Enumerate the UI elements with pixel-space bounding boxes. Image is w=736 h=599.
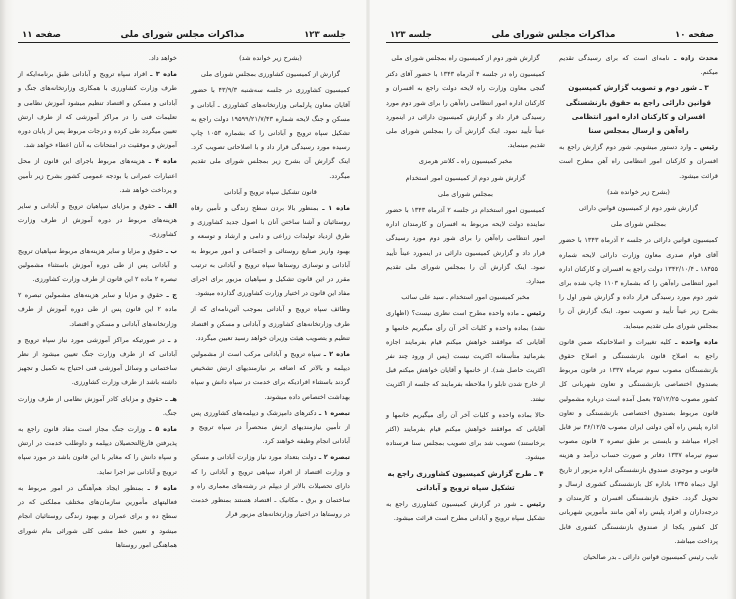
page-header: [18, 30, 350, 43]
centered-caption: [559, 201, 718, 215]
paragraph-text: بمنظور ایجاد هم‌آهنگی در امور مربوط به فعالیتهای مأمورین سازمان‌های مختلف مملکتی که در سطح ده و برای عمران و بهبود زندگی روستائیان انجام میشود و تعیین خط مشی کلی شورائی بنام شورای هماهنگی امور روستاها: [18, 483, 177, 549]
page-10: [368, 0, 736, 599]
page-edge-shadow: [0, 0, 6, 599]
paragraph-text: دکترهای دامپزشک و دیپلمه‌های کشاورزی پس از تأمین نیازمندیهای ارتش منحصراً در سپاه ترویج و آبادانی انجام وظیفه خواهند کرد.: [191, 408, 350, 446]
paragraph-text: نامه‌ای است که برای رسیدگی تقدیم میکنم.: [559, 54, 718, 77]
paragraph-text: وظائف سپاه ترویج و آبادانی بموجب آئین‌نامه‌ای که از طرف وزارتخانه‌های کشاورزی و آبادانی و مسکن و اقتصاد تنظیم و بتصویب هیئت وزیران خواهد رسید تعیین میگردد.: [191, 305, 350, 342]
clause-label: ماده ۱ ـ: [322, 204, 350, 213]
clause-label: رئیس ـ: [694, 143, 718, 152]
paragraph-text: وزارت جنگ مجاز است مفاد قانون راجع به پذیرفتن فارغ‌التحصیلان دیپلمه و داوطلب خدمت در ارتش و سپاه دانش را که مغایر با این قانون باشد در مورد سپاه ترویج و آبادانی نیز اجرا نماید.: [18, 425, 177, 476]
paragraph: [386, 306, 545, 405]
paragraph-text: مخبر کمیسیون امور استخدام ـ سید علی سائب: [401, 293, 530, 302]
paragraph: [191, 201, 350, 300]
paragraph: [18, 244, 177, 287]
paragraph-text: وارد دستور میشویم. شور دوم گزارش راجع به افسران و کارکنان امور انتظامی راه آهن مطرح است قرائت میشود.: [559, 143, 718, 180]
paragraph: [18, 288, 177, 331]
clause-label: ماده ۳ ـ: [150, 70, 177, 79]
paragraph-text: ۳ ـ شور دوم و تصویب گزارش کمیسیون قوانین دارائی راجع به حقوق بازنشستگی افسران و کارکنان اداره امور انتظامی راه‌آهن و ارسال بمجلس سنا: [565, 83, 712, 136]
column-right: [559, 51, 718, 591]
paragraph-text: کمیسیون کشاورزی در جلسه سه‌شنبه ۴۳/۹/۳ با حضور آقایان معاون پارلمانی وزارتخانه‌های کشاورزی ـ آبادانی و مسکن و جنگ لایحه شماره ۱۹۵۹۹/۲۱/۷/۴۳ دولت راجع به تشکیل سپاه ترویج و آبادانی را که بشماره ۱۰۵۳ چاپ رسیده مورد رسیدگی قرار داد و با اصلاحاتی تصویب کرد. اینک گزارش آن بشرح زیر بمجلس شورای ملی تقدیم میگردد.: [191, 86, 351, 180]
paragraph-text: ۴ ـ طرح گزارش کمیسیون کشاورزی راجع به تشکیل سپاه ترویج و آبادانی: [387, 468, 544, 492]
paragraph-text: سپاه ترویج و آبادانی مرکب است از مشمولین دیپلمه و بالاتر که اضافه بر نیازمندیهای ارتش تشخیص گردند باستثناء افرادیکه برای خدمت در سپاه دانش و سپاه بهداشت اختصاص داده میشوند.: [191, 350, 350, 401]
paragraph: [559, 233, 718, 332]
clause-label: تبصره ۲ ـ: [318, 453, 350, 462]
paragraph-text: دولت بتعداد مورد نیاز وزارت آبادانی و مسکن و وزارت اقتصاد از افراد سپاهی ترویج و آبادانی را که دارای تحصیلات بالاتر از دیپلم در رشته‌های معماری راه و ساختمان و برق ـ مکانیک ـ اقتصاد هستند بمنظور خدمت در روستاها در اختیار وزارتخانه‌های مزبور قرار: [191, 453, 350, 519]
paragraph-text: کمیسیون قوانین دارائی در جلسه ۲ آذرماه ۱۳۴۳ با حضور آقای قوام صدری معاون وزارت دارائی لایحه شماره ۱۸۴۵۵ ـ ۱۳۴۲/۱۰/۴ دولت راجع به افسران و کارکنان اداره امور انتظامی راه‌آهن را که بشماره ۱۱۰۳ چاپ شده برای شور دوم مورد رسیدگی قرار داده و گزارش شور اول را بشرح زیر عیناً تأیید و تصویب نمود. اینک گزارش آن را بمجلس شورای ملی تقدیم مینماید.: [559, 236, 719, 330]
paragraph-text: (بشرح زیر خوانده شد): [607, 187, 670, 196]
paragraph-text: افراد سپاه ترویج و آبادانی طبق برنامه‌ایکه از طرف وزارت کشاورزی با همکاری وزارتخانه‌های جنگ و آبادانی و مسکن و اقتصاد تنظیم میشود آموزش نظامی و تعلیمات فنی را در مراکز آموزشی که از طرف ارتش تعیین میگردد طی کرده و درجات مربوط پس از پایان دوره آموزش و موفقیت در امتحانات به آنان اعطاء خواهد شد.: [18, 70, 177, 150]
paragraph-text: شور در گزارش کمیسیون کشاورزی راجع به تشکیل سپاه ترویج و آبادانی مطرح است قرائت میشود.: [386, 500, 545, 523]
session-number: جلسه ۱۲۳: [304, 30, 346, 40]
paragraph: [191, 347, 350, 404]
clause-label: محدث زاده ـ: [673, 54, 718, 62]
paragraph-text: نایب رئیس کمیسیون قوانین دارائی ـ بدر صالحیان: [583, 552, 718, 561]
column-right: [191, 51, 350, 591]
page-number: صفحه ۱۰: [675, 30, 714, 40]
text-columns: [18, 51, 350, 591]
session-number: جلسه ۱۲۳: [390, 30, 432, 40]
clause-label: ماده ۵ ـ: [149, 425, 177, 434]
book-gutter: [366, 0, 370, 599]
section-heading: [386, 467, 545, 495]
clause-label: ب ـ: [165, 246, 177, 255]
paragraph: [386, 497, 545, 525]
centered-caption: [386, 154, 545, 168]
paragraph: [18, 154, 177, 197]
paragraph-text: حالا بماده واحده و کلیات آخر آن رأی میگیریم خانمها و آقایانی که موافقند خواهش میکنم قیام بفرمایند (اکثر برخاستند) تصویب شد برای تصویب بمجلس سنا فرستاده میشود.: [386, 410, 545, 462]
paragraph-text: بمجلس شورای ملی: [437, 189, 493, 198]
paragraph-text: خواهد داد.: [148, 54, 177, 62]
paragraph-text: (بشرح زیر خوانده شد): [239, 54, 302, 62]
paragraph-text: گزارش شور دوم از کمیسیون امور استخدام: [405, 173, 526, 182]
paragraph: [191, 450, 350, 521]
centered-caption: [386, 171, 545, 185]
paragraph: [18, 333, 177, 390]
clause-label: ماده ۶ ـ: [147, 483, 177, 492]
paragraph-text: گزارش شور دوم از کمیسیون قوانین دارائی: [578, 204, 699, 213]
section-heading: [559, 81, 718, 138]
paragraph-text: کلیه تغییرات و اصلاحاتیکه ضمن قانون راجع به اصلاح قانون بازنشستگی و اصلاح حقوق بازنشستگان مصوب سوم تیرماه ۱۳۳۷ در قانون مربوط بصندوق اختصاصی بازنشستگی و تعاون شهربانی کل کشور مصوب ۲۵/۱۲/۲۵ بعمل آمده است درباره مشمولین قانون مربوط بصندوق اختصاصی بازنشستگی و تعاون اداره پلیس راه آهن دولتی ایران مصوب ۳۶/۱۲/۵ نیز قابل اجراء میباشد و بایستی بر طبق تبصره ۲ قانون مصوب سوم تیرماه ۱۳۳۷ دفاتر و صورت حساب درآمد و هزینه قانونی و موجودی صندوق بازنشستگی اداره مزبور از تاریخ اول دیماه ۱۳۴۵ باداره کل بازنشستگی کشوری ارسال و تحویل گردد. حقوق بازنشستگی افسران و کارمندان و درجه‌داران و افراد پلیس راه آهن مانند مأمورین شهربانی کل کشور یکجا از صندوق بازنشستگی کشوری قابل پرداخت میباشد.: [559, 337, 719, 545]
centered-caption: [386, 187, 545, 201]
column-left: [386, 51, 545, 591]
text-columns: [386, 51, 718, 591]
page-edge-shadow: [731, 0, 736, 599]
centered-caption: [386, 51, 545, 65]
clause-label: ماده ۲ ـ: [323, 350, 350, 359]
centered-caption: [191, 185, 350, 199]
clause-label: الف ـ: [158, 202, 177, 211]
centered-caption: [386, 290, 545, 304]
paragraph: [559, 550, 718, 564]
paragraph-text: بمنظور بالا بردن سطح زندگی و تأمین رفاه روستائیان و آشنا ساختن آنان با اصول جدید کشاورزی و طرق ازدیاد تولیدات زراعی و دامی و ارشاد و توسعه و بهبود واریز صنایع روستائی و اجتماعی و امور مربوط به آبادانی و نوسازی روستاها سپاه ترویج و آبادانی به ترتیب مقرر در این قانون تشکیل و سپاهیان مزبور برای اجرای مفاد این قانون در اختیار وزارت کشاورزی گذارده میشود.: [191, 204, 350, 298]
publication-title: مذاکرات مجلس شورای ملی: [120, 30, 245, 40]
page-number: صفحه ۱۱: [22, 30, 61, 40]
paragraph: [386, 67, 545, 152]
paragraph: [559, 140, 718, 183]
clause-label: تبصره ۱ ـ: [318, 408, 350, 417]
centered-caption: [559, 185, 718, 199]
clause-label: د ـ: [167, 335, 177, 344]
paragraph-text: حقوق و مزایای سپاهیان ترویج و آبادانی و سایر هزینه‌های مربوط در دوره آموزش از طرف وزارت کشاورزی.: [18, 202, 177, 239]
centered-caption: [191, 67, 350, 81]
paragraph-text: هزینه‌های مربوط باجرای این قانون از محل اعتبارات عمرانی یا بودجه عمومی کشور بشرح زیر تأمین و پرداخت خواهد شد.: [18, 157, 177, 194]
clause-label: ج ـ: [166, 291, 177, 300]
publication-title: مذاکرات مجلس شورای ملی: [491, 30, 616, 40]
paragraph-text: کمیسیون امور استخدام در جلسه ۲ آذرماه ۱۳۴۳ با حضور نماینده دولت لایحه مربوط به افسران و کارمندان اداره امور انتظامی راه‌آهن را برای شور دوم مورد رسیدگی قرار داد و گزارش کمیسیون دارائی در اینمورد عیناً تأیید نمود. اینک گزارش آن را بمجلس شورای ملی تقدیم میدارد.: [386, 206, 545, 286]
page-header: [386, 30, 718, 43]
paragraph: [18, 199, 177, 242]
paragraph-text: حقوق و مزایا و سایر هزینه‌های مربوط سپاهیان ترویج و آبادانی پس از طی دوره آموزش باستثناء مشمولین تبصره ۲ ماده ۲ این قانون از طرف وزارت کشاورزی.: [18, 246, 177, 284]
paragraph-text: کمیسیون راه در جلسه ۴ آذرماه ۱۳۴۳ با حضور آقای دکتر گنجی معاون وزارت راه لایحه دولت راجع به افسران و کارکنان اداره امور انتظامی راه‌آهن را برای شور دوم مورد رسیدگی قرار داد و گزارش کمیسیون دارائی در اینمورد عیناً تأیید نمود. اینک گزارش آن را بمجلس شورای ملی تقدیم مینماید.: [386, 70, 545, 150]
paragraph: [191, 83, 350, 182]
paragraph-text: ماده واحده مطرح است نظری نیست؟ (اظهاری نشد) بماده واحده و کلیات آخر آن رأی میگیریم خانمها و آقایانی که موافقند خواهش میکنم قیام بفرمایند اجازه بفرمائید متأسفانه اکثریت نیست (پس از ورود چند نفر اکثریت حاصل شد). از خانمها و آقایان خواهش میکنم قبل از خارج شدن تابلو را ملاحظه بفرمایند که جلسه از اکثریت نیفتد.: [386, 309, 545, 403]
paragraph: [386, 203, 545, 288]
centered-caption: [191, 51, 350, 65]
clause-label: رئیس ـ: [520, 500, 545, 509]
paragraph: [191, 302, 350, 345]
paragraph-text: حقوق و مزایای کادر آموزش نظامی از طرف وزارت جنگ.: [18, 394, 177, 417]
clause-label: ماده ۴ ـ: [148, 157, 177, 166]
paragraph: [559, 335, 718, 548]
paragraph-text: حقوق و مزایا و سایر هزینه‌های مشمولین تبصره ۲ ماده ۲ این قانون پس از طی دوره آموزش از طرف وزارتخانه‌های آبادانی و مسکن و اقتصاد.: [18, 291, 178, 328]
paragraph: [18, 51, 177, 65]
centered-caption: [559, 217, 718, 231]
paragraph-text: بمجلس شورای ملی: [610, 220, 666, 229]
paragraph: [18, 422, 177, 479]
clause-label: ماده واحده ـ: [674, 337, 718, 346]
paragraph-text: قانون تشکیل سپاه ترویج و آبادانی: [224, 187, 317, 196]
paragraph-text: در صورتیکه مراکز آموزشی مورد نیاز سپاه ترویج و آبادانی که از طرف وزارت جنگ تعیین میشود از نظر ساختمانی و وسائل آموزشی فنی احتیاج به تکمیل و تجهیز داشته باشد از طرف وزارت کشاورزی.: [18, 335, 177, 387]
paragraph: [386, 408, 545, 465]
column-left: [18, 51, 177, 591]
paragraph-text: مخبر کمیسیون راه ـ کلانتر هرمزی: [418, 157, 513, 166]
paragraph: [18, 392, 177, 420]
clause-label: رئیس ـ: [521, 309, 545, 318]
paragraph-text: گزارش از کمیسیون کشاورزی بمجلس شورای ملی: [200, 70, 341, 79]
clause-label: هـ ـ: [165, 394, 177, 403]
paragraph: [559, 51, 718, 79]
paragraph-text: گزارش شور دوم از کمیسیون راه بمجلس شورای ملی: [391, 54, 540, 62]
paragraph: [18, 67, 177, 152]
paragraph: [18, 481, 177, 552]
paragraph: [191, 406, 350, 449]
